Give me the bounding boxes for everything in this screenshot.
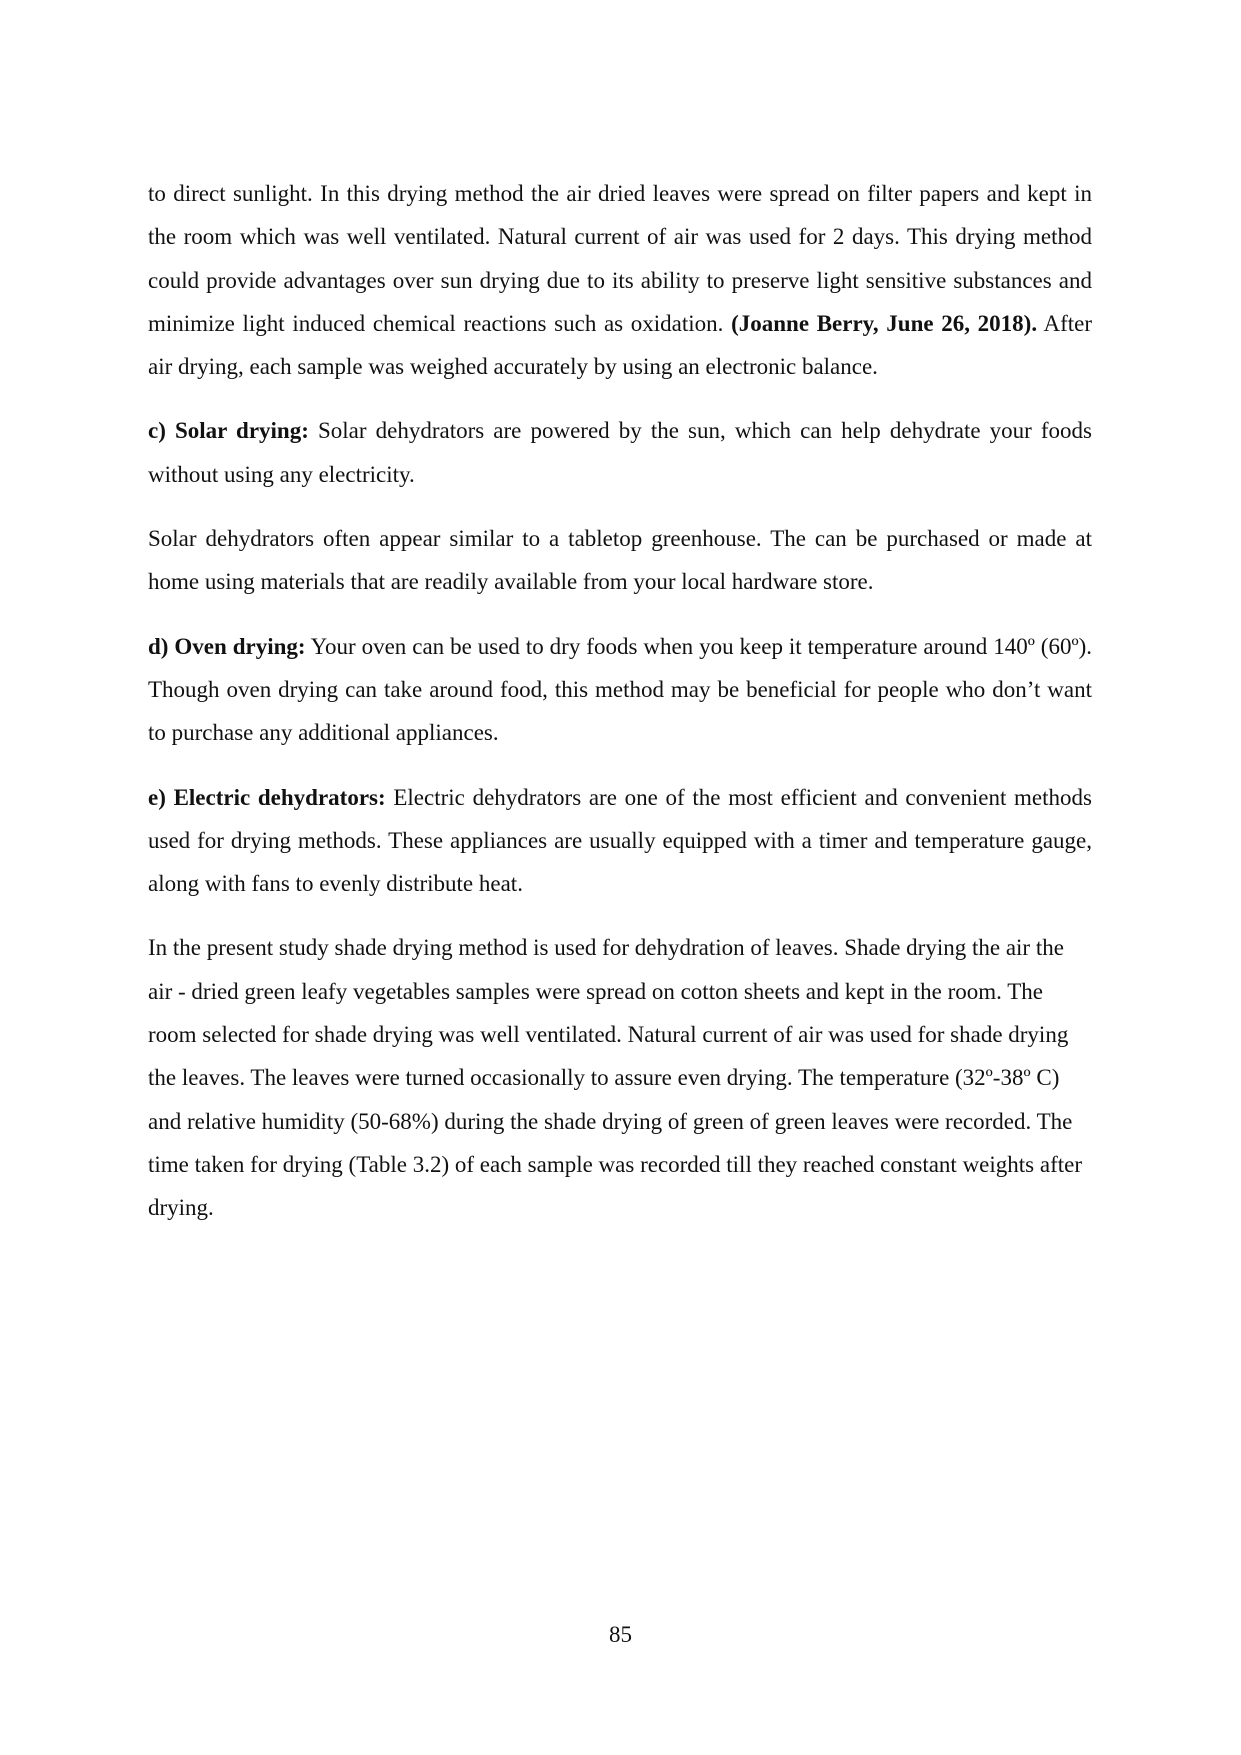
paragraph-text: In the present study shade drying method is used for dehydration of leaves. Shade drying the air the air - dried green leafy vegetables samples were spread on cotton sheets and kept in the room. The room selected for shade drying was well ventilated. Natural current of air was used for shade drying the leaves. The leaves were turned occasionally to assure even drying. The temperature (32º-38º C) and relative humidity (50-68%) during the shade drying of green of green leaves were recorded. The time taken for drying (Table 3.2) of each sample was recorded till they reached constant weights after drying. bbox=[148, 935, 1082, 1221]
section-heading-electric-dehydrators: e) Electric dehydrators: bbox=[148, 784, 386, 810]
citation: (Joanne Berry, June 26, 2018). bbox=[731, 310, 1038, 336]
paragraph-oven-drying bbox=[148, 625, 1092, 755]
document-body bbox=[148, 172, 1092, 1251]
paragraph-electric-dehydrators bbox=[148, 776, 1092, 906]
paragraph-solar-drying bbox=[148, 409, 1092, 496]
paragraph-text: Your oven can be used to dry foods when you keep it temperature around 140º (60º). Though oven drying can take around food, this method may be beneficial for people who don’t want to purchase any additional appliances. bbox=[148, 633, 1092, 746]
paragraph-text: After air drying, each sample was weighed accurately by using an electronic balance. bbox=[148, 310, 1092, 380]
page-number: 85 bbox=[609, 1622, 632, 1647]
paragraph-present-study bbox=[148, 926, 1092, 1229]
paragraph-text: Solar dehydrators often appear similar to a tabletop greenhouse. The can be purchased or made at home using materials that are readily available from your local hardware store. bbox=[148, 526, 1092, 595]
paragraph-text: Electric dehydrators are one of the most efficient and convenient methods used for drying methods. These appliances are usually equipped with a timer and temperature gauge, along with fans to evenly distribute heat. bbox=[148, 784, 1092, 897]
section-heading-oven-drying: d) Oven drying: bbox=[148, 633, 306, 659]
paragraph-text: to direct sunlight. In this drying method the air dried leaves were spread on filter papers and kept in the room which was well ventilated. Natural current of air was used for 2 days. This drying method could provide advantages over sun drying due to its ability to preserve light sensitive substances and minimize light induced chemical reactions such as oxidation. bbox=[148, 181, 1092, 336]
paragraph-air-drying bbox=[148, 172, 1092, 388]
paragraph-text: Solar dehydrators are powered by the sun, which can help dehydrate your foods without using any electricity. bbox=[148, 418, 1093, 487]
section-heading-solar-drying: c) Solar drying: bbox=[148, 418, 309, 444]
paragraph-solar-dehydrators bbox=[148, 517, 1092, 604]
